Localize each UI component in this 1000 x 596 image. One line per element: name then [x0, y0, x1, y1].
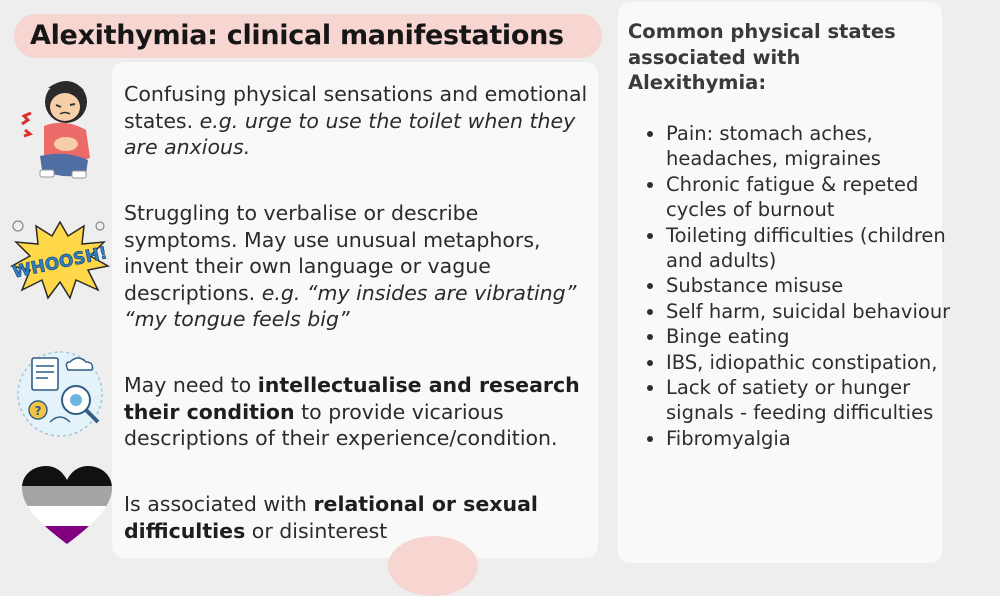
manifestation-3-segment-2: intellectualise and research their condition: [124, 373, 580, 424]
manifestation-1-segment-1: Confusing physical sensations and emotional states.: [124, 82, 588, 133]
physical-state-item: • IBS, idiopathic constipation,: [666, 350, 966, 375]
manifestation-2-segment-2: e.g. “my insides are vibrating” “my tongue feels big”: [124, 280, 577, 331]
manifestation-1-segment-2: e.g. urge to use the toilet when they are anxious.: [124, 108, 576, 159]
manifestation-3-segment-3: to provide vicarious descriptions of their experience/condition.: [124, 399, 558, 450]
asexual-flag-heart-icon: [22, 466, 112, 546]
physical-state-item: • Self harm, suicidal behaviour: [666, 299, 966, 324]
physical-state-item: • Binge eating: [666, 324, 966, 349]
decorative-blob: [388, 536, 478, 596]
svg-text:WHOOSH!: WHOOSH!: [10, 243, 110, 283]
physical-state-item: • Lack of satiety or hunger signals - feeding difficulties: [666, 375, 966, 426]
person-stomach-ache-icon: [16, 74, 98, 180]
research-magnifier-icon: [14, 348, 106, 440]
physical-state-item: • Chronic fatigue & repeted cycles of burnout: [666, 172, 966, 223]
manifestation-2-segment-1: Struggling to verbalise or describe symptoms. May use unusual metaphors, invent their own language or vague descriptions.: [124, 201, 541, 305]
svg-text:?: ?: [34, 404, 42, 418]
manifestation-4-segment-2: relational or sexual difficulties: [124, 492, 538, 543]
manifestation-1-text: [124, 81, 594, 161]
physical-states-list: [640, 121, 966, 451]
manifestation-3-segment-1: May need to: [124, 373, 258, 397]
manifestation-4-text: [124, 491, 594, 544]
manifestation-2-text: [124, 200, 594, 333]
physical-state-item: • Toileting difficulties (children and adults): [666, 223, 966, 274]
physical-state-item: • Fibromyalgia: [666, 426, 966, 451]
slide-title: Alexithymia: clinical manifestations: [30, 20, 564, 51]
physical-states-heading: Common physical states associated with Alexithymia:: [628, 20, 896, 94]
whoosh-comic-icon: [10, 218, 110, 300]
manifestation-3-text: [124, 372, 594, 452]
manifestation-4-segment-3: or disinterest: [245, 518, 388, 543]
title-banner: [14, 14, 602, 58]
physical-state-item: • Pain: stomach aches, headaches, migraines: [666, 121, 966, 172]
manifestation-4-segment-1: Is associated with: [124, 492, 314, 516]
physical-state-item: • Substance misuse: [666, 273, 966, 298]
